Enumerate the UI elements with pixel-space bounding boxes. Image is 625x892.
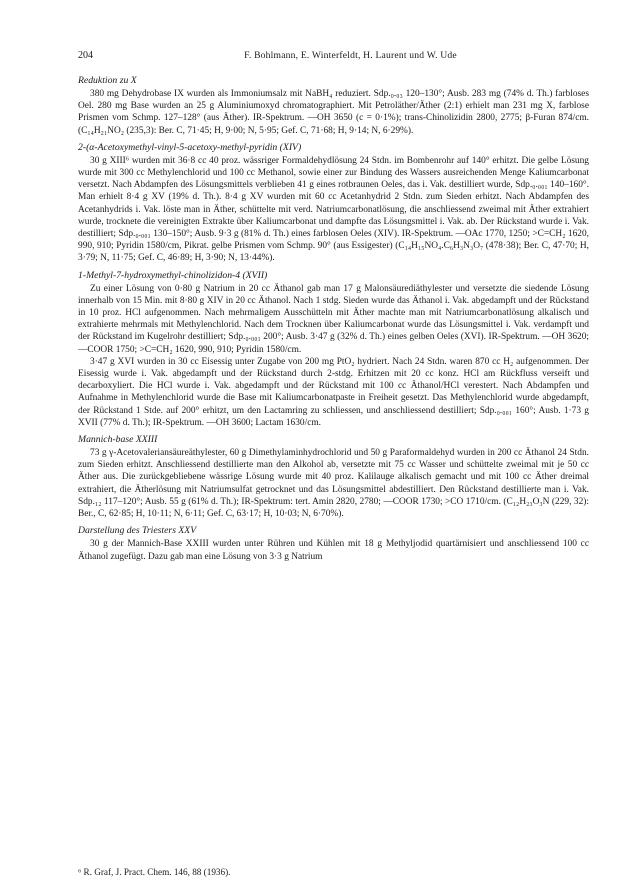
paragraph: Zu einer Lösung von 0·80 g Natrium in 20 cc Äthanol gab man 17 g Malonsäurediäthylester und versetzte die siedende Lösung innerhalb von 15 Min. mit 8·80 g XIV in 20 cc Äthanol. Nach 1 stdg. Sieden wurde das Äthanol i. Vak. abgedampft und der Rückstand in 10 proz. HCl aufgenommen. Nach mehrmaligem Ausschütteln mit Äther machte man mit Natriumcarbonatlösung alkalisch und extrahierte mehrmals mit Methylenchlorid. Nach dem Trocknen über Kaliumcarbonat wurde das Lösungsmittel i. Vak. verdampft und der Rückstand im Kugelrohr destilliert; Sdp.₀.₀₀₁ 200°; Ausb. 3·47 g (32% d. Th.) eines gelben Oeles (XVI). IR-Spektrum. —OH 3620; —COOR 1750; >C=CH₂ 1620, 990, 910; Pyridin 1580/cm. <box>78 283 589 355</box>
section-compound-xiv <box>78 142 589 265</box>
section-heading: Mannich-base XXIII <box>78 434 158 446</box>
section-heading: 2-(α-Acetoxymethyl-vinyl-5-acetoxy-methyl-pyridin (XIV) <box>78 141 302 153</box>
section-reduktion-x <box>78 75 589 137</box>
paragraph: 30 g der Mannich-Base XXIII wurden unter Rühren und Kühlen mit 18 g Methyljodid quartärnisiert und anschliessend 100 cc Äthanol zugefügt. Dazu gab man eine Lösung von 3·3 g Natrium <box>78 539 589 562</box>
page-number: 204 <box>78 50 93 61</box>
paragraph: 380 mg Dehydrobase IX wurden als Immoniumsalz mit NaBH₄ reduziert. Sdp.₀.₀₃ 120–130°; Ausb. 283 mg (74% d. Th.) farbloses Oel. 280 mg Base wurden an 25 g Aluminiumoxyd chromatographiert. Mit Petroläther/Äther (2:1) erhielt man 231 mg X, farblose Prismen vom Schmp. 127–128° (aus Äther). IR-Spektrum. —OH 3650 (c = 0·1%); trans-Chinolizidin 2800, 2775; β-Furan 874/cm. (C₁₄H₂₁NO₂ (235,3): Ber. C, 71·45; H, 9·00; N, 5·95; Gef. C, 71·68; H, 9·14; N, 6·29%). <box>78 89 589 136</box>
section-compound-xvii <box>78 270 589 429</box>
running-authors: F. Bohlmann, E. Winterfeldt, H. Laurent und W. Ude <box>244 50 457 61</box>
footnote: ⁶ R. Graf, J. Pract. Chem. 146, 88 (1936). <box>78 867 231 877</box>
section-mannich-base <box>78 434 589 520</box>
section-heading: 1-Methyl-7-hydroxymethyl-chinolizidon-4 (XVII) <box>78 269 268 281</box>
section-heading: Reduktion zu X <box>78 75 137 86</box>
paragraph: 3·47 g XVI wurden in 30 cc Eisessig unter Zugabe von 200 mg PtO₂ hydriert. Nach 24 Stdn. waren 870 cc H₂ aufgenommen. Der Eisessig wurde i. Vak. abgedampft und der Rückstand durch 2-stdg. Erhitzen mit 20 cc konz. HCl am Rückfluss verseift und decarboxyliert. Die HCl wurde i. Vak. abgedampft und der Rückstand mit 100 cc Äthanol/HCl verestert. Nach Abdampfen und Aufnahme in Methylenchlorid wurde die Base mit Kaliumcarbonatpaste in Freiheit gesetzt. Das Methylenchlorid wurde abgedampft, der Rückstand 1 Stde. auf 200° erhitzt, um den Lactamring zu schliessen, und anschliessend destilliert; Sdp.₀.₀₀₁ 160°; Ausb. 1·73 g XVII (77% d. Th.); IR-Spektrum. —OH 3600; Lactam 1630/cm. <box>78 356 589 428</box>
running-header <box>78 50 589 64</box>
paragraph: 30 g XIII⁶ wurden mit 36·8 cc 40 proz. wässriger Formaldehydlösung 24 Stdn. im Bombenrohr auf 140° erhitzt. Die gelbe Lösung wurde mit 300 cc Methylenchlorid und 100 cc Methanol, sowie einer zur Bindung des Wassers ausreichenden Menge Kaliumcarbonat versetzt. Nach Abdampfen des Lösungsmittels verblieben 41 g eines rotbraunen Oeles, das i. Vak. destilliert wurde, Sdp.₀.₀₀₁ 140–160°. Man erhielt 8·4 g XV (19% d. Th.). 8·4 g XV wurden mit 60 cc Acetanhydrid 2 Stdn. zum Sieden erhitzt. Nach Abdampfen des Acetanhydrids i. Vak. löste man in Äther, schüttelte mit verd. Natriumcarbonatlösung, die anschliessend zweimal mit Äther extrahiert wurde, trocknete die vereinigten Extrakte über Kaliumcarbonat und dampfte das Lösungsmittel i. Vak. ab. Der Rückstand wurde i. Vak. destilliert; Sdp.₀.₀₀₁ 130–150°; Ausb. 9·3 g (81% d. Th.) eines farblosen Oeles (XIV). IR-Spektrum. —OAc 1770, 1250; >C=CH₂ 1620, 990, 910; Pyridin 1580/cm, Pikrat. gelbe Prismen vom Schmp. 90° (aus Essigester) (C₁₄H₁₅NO₄.C₆H₃N₃O₇ (478·38); Ber. C, 47·70; H, 3·79; N, 11·75; Gef. C, 46·89; H, 3·90; N, 13·44%). <box>78 155 589 264</box>
section-triester-xxv <box>78 525 589 562</box>
section-heading: Darstellung des Triesters XXV <box>78 525 197 537</box>
paragraph: 73 g γ-Acetovaleriansäureäthylester, 60 g Dimethylaminhydrochlorid und 50 g Paraformaldehyd wurden in 200 cc Äthanol 24 Stdn. zum Sieden erhitzt. Anschliessend destillierte man den Alkohol ab, versetzte mit 75 cc Wasser und schüttelte zweimal mit je 50 cc Äther aus. Die zurückgebliebene wässrige Lösung wurde mit 40 proz. Kalilauge alkalisch gemacht und mit 100 cc Äther dreimal extrahiert, die Ätherlösung mit Natriumsulfat getrocknet und das Lösungsmittel abdestilliert. Den Rückstand destillierte man i. Vak. Sdp.₁₂ 117–120°; Ausb. 55 g (61% d. Th.); IR-Spektrum: tert. Amin 2820, 2780; —COOR 1730; >CO 1710/cm. (C₁₂H₂₃O₃N (229, 32): Ber., C, 62·85; H, 10·11; N, 6·11; Gef. C, 63·17; H, 10·03; N, 6·70%). <box>78 448 589 520</box>
